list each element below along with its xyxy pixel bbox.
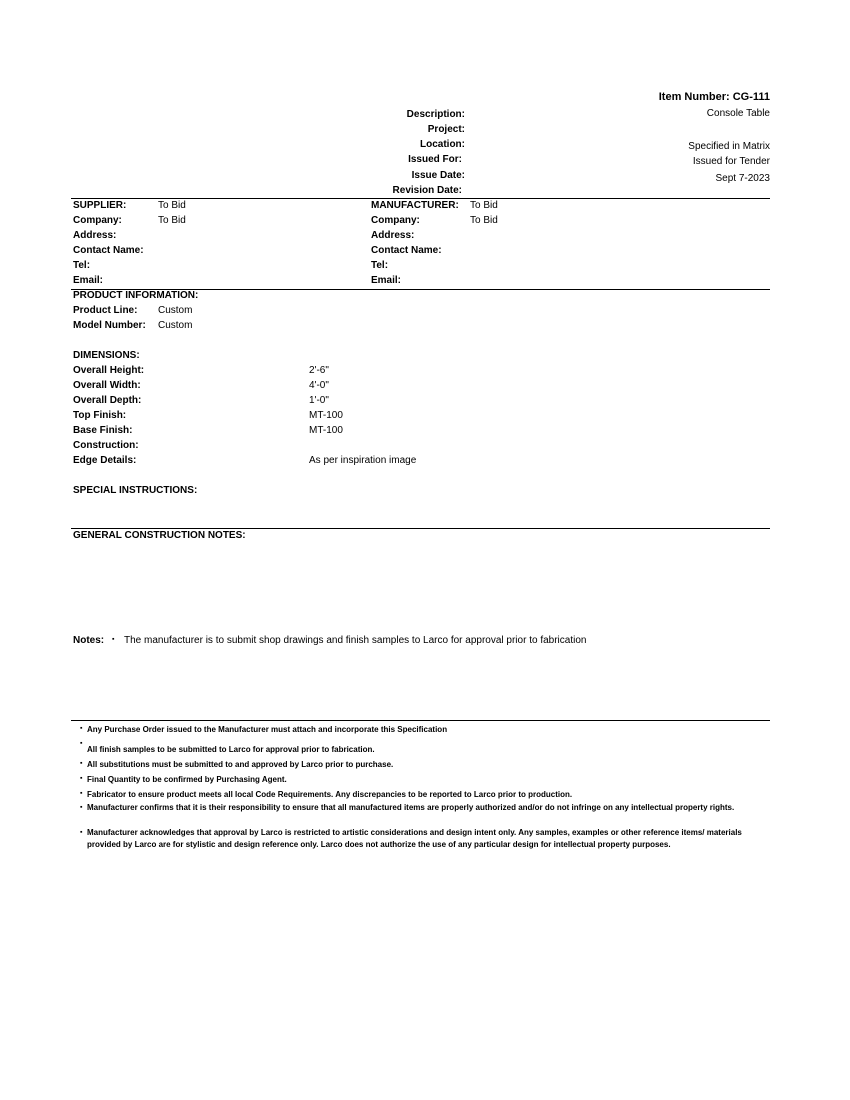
footer-bullet: ▪ bbox=[80, 804, 83, 811]
construction-label: Construction: bbox=[73, 440, 139, 451]
manufacturer-email-label: Email: bbox=[371, 275, 402, 286]
supplier-contact-label: Contact Name: bbox=[73, 245, 144, 256]
issued-for-value: Issued for Tender bbox=[692, 156, 770, 167]
height-value: 2'-6" bbox=[309, 365, 329, 376]
location-label: Location: bbox=[420, 139, 465, 150]
issue-date-value: Sept 7-2023 bbox=[715, 173, 770, 184]
project-label: Project: bbox=[427, 124, 465, 135]
manufacturer-company-label: Company: bbox=[371, 215, 420, 226]
footer-note-7: Manufacturer acknowledges that approval by Larco is restricted to artistic considerations and design intent only. Any samples, examples or other reference items/ materials provided by Larco are for stylistic and design reference only. Larco does not authorize the use of any particular design for intellectual property purposes. bbox=[87, 828, 742, 849]
product-line-label: Product Line: bbox=[73, 305, 138, 316]
footer-note-6: Manufacturer confirms that it is their responsibility to ensure that all manufactured items are properly authorized and/or do not infringe on any intellectual property rights. bbox=[87, 803, 735, 812]
depth-label: Overall Depth: bbox=[73, 395, 142, 406]
supplier-email-label: Email: bbox=[73, 275, 104, 286]
general-notes-title: GENERAL CONSTRUCTION NOTES: bbox=[73, 530, 246, 541]
product-line-value: Custom bbox=[158, 305, 193, 316]
revision-date-label: Revision Date: bbox=[392, 185, 462, 196]
footer-bullet: ▪ bbox=[80, 740, 83, 747]
width-value: 4'-0" bbox=[309, 380, 329, 391]
footer-note-1: Any Purchase Order issued to the Manufacturer must attach and incorporate this Specification bbox=[87, 725, 448, 734]
footer-note-3: All substitutions must be submitted to and approved by Larco prior to purchase. bbox=[87, 760, 394, 769]
description-label: Description: bbox=[406, 109, 465, 120]
location-value: Specified in Matrix bbox=[688, 141, 770, 152]
divider-general bbox=[71, 528, 770, 529]
footer-note-4: Final Quantity to be confirmed by Purchasing Agent. bbox=[87, 775, 287, 784]
manufacturer-title: MANUFACTURER: bbox=[371, 200, 459, 211]
product-title: PRODUCT INFORMATION: bbox=[73, 290, 199, 301]
supplier-company-label: Company: bbox=[73, 215, 122, 226]
depth-value: 1'-0" bbox=[309, 395, 329, 406]
issue-date-label: Issue Date: bbox=[411, 170, 465, 181]
supplier-title: SUPPLIER: bbox=[73, 200, 127, 211]
notes-label: Notes: bbox=[73, 635, 105, 646]
footer-note-2: All finish samples to be submitted to Larco for approval prior to fabrication. bbox=[87, 745, 375, 754]
footer-bullet: ▪ bbox=[80, 829, 83, 836]
footer-bullet: ▪ bbox=[80, 775, 83, 782]
manufacturer-value: To Bid bbox=[470, 200, 498, 211]
top-finish-value: MT-100 bbox=[309, 410, 343, 421]
top-finish-label: Top Finish: bbox=[73, 410, 127, 421]
notes-text: The manufacturer is to submit shop drawings and finish samples to Larco for approval prior to fabrication bbox=[124, 635, 587, 646]
footer-bullet: ▪ bbox=[80, 790, 83, 797]
special-instructions-title: SPECIAL INSTRUCTIONS: bbox=[73, 485, 198, 496]
divider-footer bbox=[71, 720, 770, 721]
supplier-company-value: To Bid bbox=[158, 215, 186, 226]
footer-bullet: ▪ bbox=[80, 725, 83, 732]
notes-bullet: ▪ bbox=[112, 636, 115, 643]
footer-note-5: Fabricator to ensure product meets all local Code Requirements. Any discrepancies to be reported to Larco prior to production. bbox=[87, 790, 573, 799]
supplier-value: To Bid bbox=[158, 200, 186, 211]
manufacturer-contact-label: Contact Name: bbox=[371, 245, 442, 256]
issued-for-label: Issued For: bbox=[408, 154, 462, 165]
footer-bullet: ▪ bbox=[80, 760, 83, 767]
width-label: Overall Width: bbox=[73, 380, 141, 391]
edge-details-label: Edge Details: bbox=[73, 455, 137, 466]
dimensions-title: DIMENSIONS: bbox=[73, 350, 140, 361]
model-number-label: Model Number: bbox=[73, 320, 146, 331]
supplier-address-label: Address: bbox=[73, 230, 117, 241]
edge-details-value: As per inspiration image bbox=[309, 455, 417, 466]
item-number: Item Number: CG-111 bbox=[658, 91, 770, 103]
manufacturer-company-value: To Bid bbox=[470, 215, 498, 226]
manufacturer-address-label: Address: bbox=[371, 230, 415, 241]
base-finish-label: Base Finish: bbox=[73, 425, 133, 436]
manufacturer-tel-label: Tel: bbox=[371, 260, 389, 271]
divider-top bbox=[71, 198, 770, 199]
model-number-value: Custom bbox=[158, 320, 193, 331]
height-label: Overall Height: bbox=[73, 365, 145, 376]
base-finish-value: MT-100 bbox=[309, 425, 343, 436]
supplier-tel-label: Tel: bbox=[73, 260, 91, 271]
description-value: Console Table bbox=[706, 108, 770, 119]
